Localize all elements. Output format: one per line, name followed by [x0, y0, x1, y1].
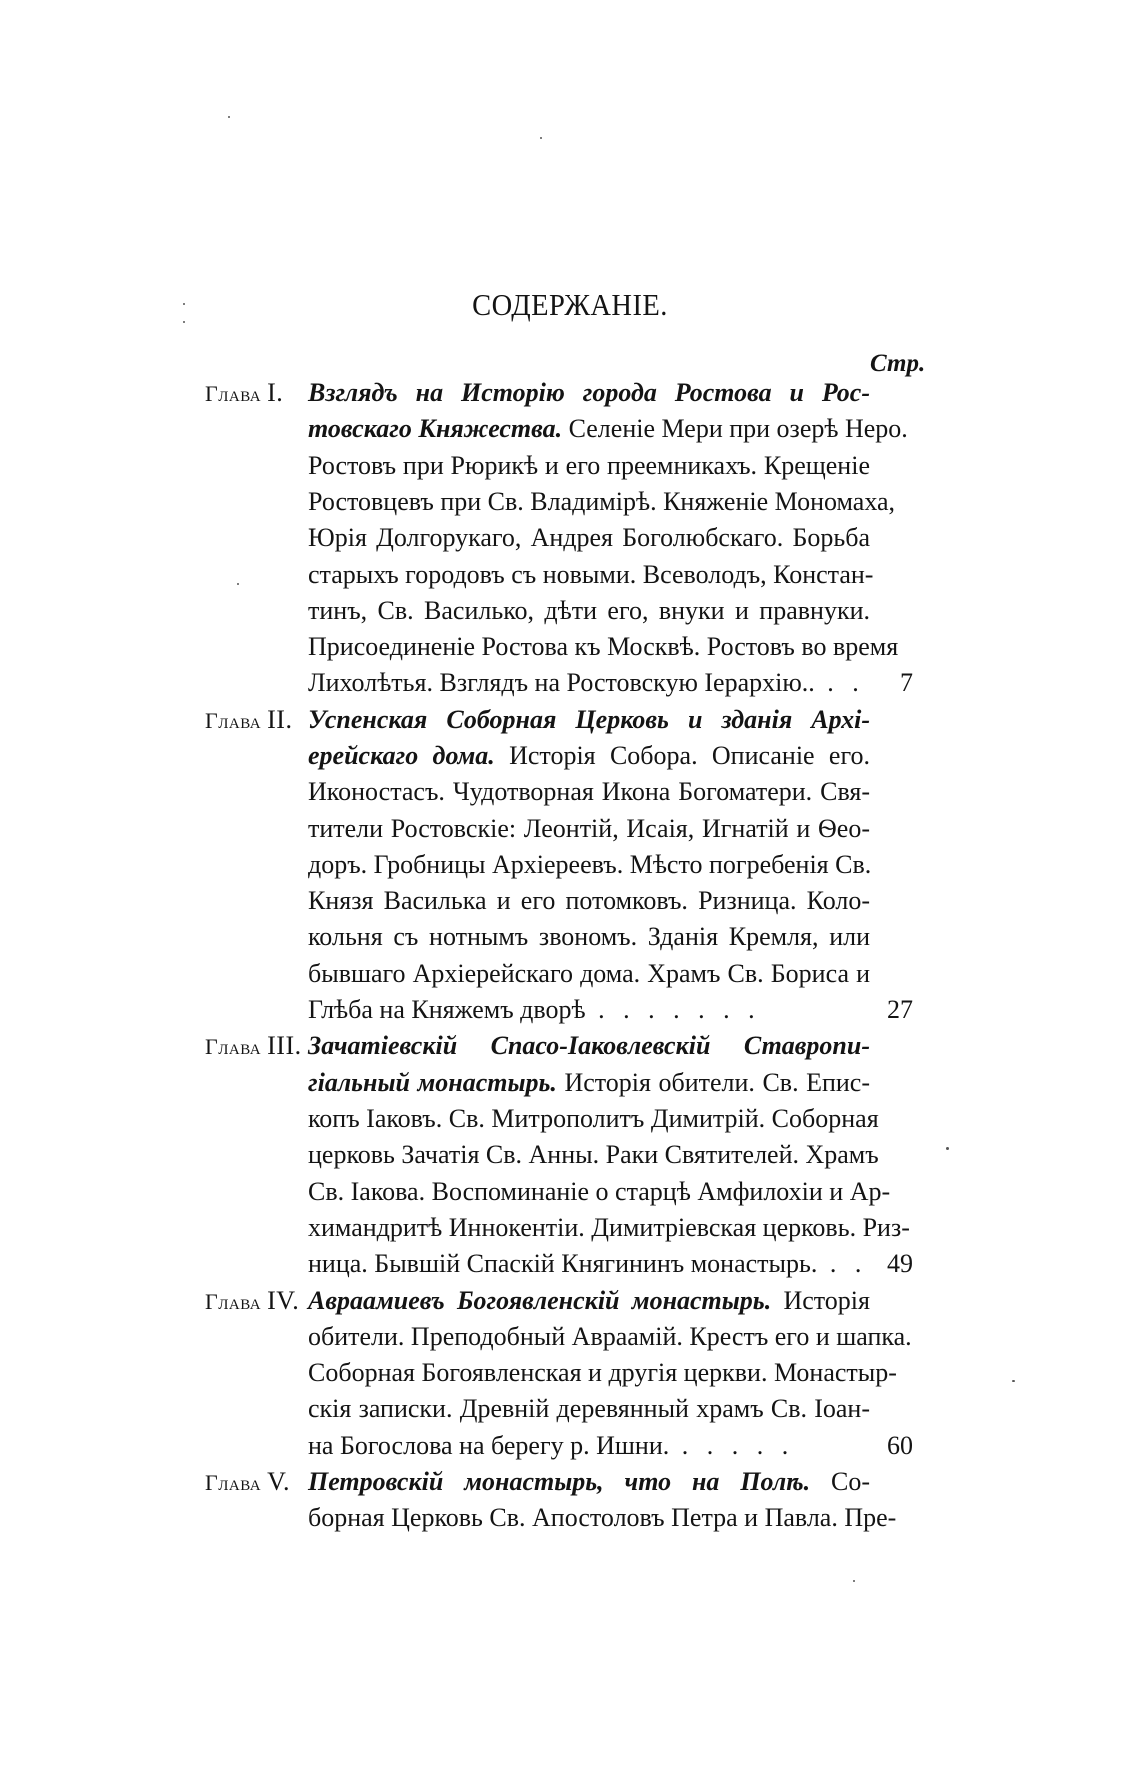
- chapter-text-line: [308, 992, 870, 1028]
- chapter-text-line: [308, 738, 870, 774]
- chapter-label: [205, 1028, 302, 1064]
- chapter-text-line: [308, 665, 870, 701]
- chapter-summary-text: тинъ, Св. Василько, дѣти его, внуки и правнуки.: [308, 595, 870, 625]
- dot-leader: . . . . .: [669, 1430, 795, 1460]
- chapter-text-line: [308, 1355, 897, 1391]
- chapter-summary-text: скія записки. Древній деревянный храмъ Св. Іоан-: [308, 1394, 870, 1424]
- chapter-text-line: [308, 1065, 870, 1101]
- chapter-text-line: [308, 411, 908, 447]
- chapter-summary-text: Ростовцевъ при Св. Владимірѣ. Княженіе Мономаха,: [308, 486, 896, 516]
- chapter-text-line: [308, 919, 870, 955]
- scan-speck: [1012, 1380, 1015, 1382]
- chapter-label-number: II.: [267, 704, 293, 734]
- chapter-summary-text: Иконостасъ. Чудотворная Икона Богоматери. Свя-: [308, 777, 870, 807]
- chapter-title-text: Петровскій монастырь, что на Полѣ.: [308, 1467, 811, 1496]
- chapter-label-word: Глава: [205, 1288, 262, 1314]
- chapter-summary-text: Ростовъ при Рюрикѣ и его преемникахъ. Крещеніе: [308, 450, 870, 480]
- chapter-summary-text: Соборная Богоявленская и другія церкви. Монастыр-: [308, 1358, 897, 1388]
- chapter-text-line: [308, 1101, 879, 1137]
- chapter-text-line: [308, 557, 874, 593]
- chapter-summary-text: Лихолѣтья. Взглядъ на Ростовскую Іерархію..: [308, 668, 815, 698]
- scan-speck: [237, 583, 239, 585]
- chapter-label-number: IV.: [267, 1285, 300, 1315]
- dot-leader: . . . . . . .: [585, 995, 761, 1025]
- chapter-page-number: 49: [887, 1249, 913, 1279]
- chapter-summary-text: доръ. Гробницы Архіереевъ. Мѣсто погребенія Св.: [308, 849, 872, 879]
- chapter-text-line: [308, 1464, 870, 1500]
- chapter-label-word: Глава: [205, 707, 262, 733]
- chapter-text-line: [308, 702, 870, 738]
- chapter-text-line: [308, 1028, 870, 1064]
- chapter-text-line: [308, 1500, 897, 1536]
- chapter-text-line: [308, 1137, 879, 1173]
- chapter-title-text: Успенская Соборная Церковь и зданія Архі-: [308, 704, 870, 734]
- chapter-text-line: [308, 1246, 870, 1282]
- chapter-summary-text: церковь Зачатія Св. Анны. Раки Святителей. Храмъ: [308, 1140, 879, 1170]
- chapter-title-text: ерейскаго дома.: [308, 740, 495, 770]
- chapter-title-text: Взглядъ на Исторію города Ростова и Рос-: [308, 378, 870, 407]
- chapter-page-number: 7: [900, 668, 913, 698]
- chapter-title-text: Авраамиевъ Богоявленскій монастырь.: [308, 1285, 772, 1315]
- chapter-text-line: [308, 1174, 891, 1210]
- chapter-summary-text: Князя Василька и его потомковъ. Ризница. Коло-: [308, 886, 870, 916]
- chapter-text-line: [308, 629, 899, 665]
- chapter-label-number: V.: [267, 1467, 291, 1496]
- chapter-summary-text: Св. Іакова. Воспоминаніе о старцѣ Амфилохіи и Ар-: [308, 1176, 891, 1206]
- chapter-title-text: Зачатіевскій Спасо-Іаковлевскій Ставропи-: [308, 1031, 870, 1061]
- chapter-summary-text: Селеніе Мери при озерѣ Неро.: [562, 414, 908, 444]
- chapter-summary-text: копъ Іаковъ. Св. Митрополитъ Димитрій. Соборная: [308, 1103, 879, 1133]
- chapter-text-line: [308, 847, 870, 883]
- scan-speck: [540, 137, 542, 139]
- chapter-summary-text: на Богослова на берегу р. Ишни.: [308, 1430, 670, 1460]
- chapter-text-line: [308, 1319, 912, 1355]
- chapter-summary-text: Исторія обители. Св. Епис-: [556, 1067, 870, 1097]
- chapter-summary-text: Исторія Собора. Описаніе его.: [494, 740, 870, 770]
- chapter-label-word: Глава: [205, 1034, 262, 1060]
- scan-speck: [946, 1147, 949, 1150]
- chapter-text-line: [308, 448, 870, 484]
- chapter-label-word: Глава: [205, 1470, 262, 1495]
- chapter-label: [205, 1464, 290, 1500]
- chapter-summary-text: Со-: [810, 1467, 870, 1496]
- chapter-summary-text: кольня съ нотнымъ звономъ. Зданія Кремля, или: [308, 922, 870, 952]
- chapter-label: [205, 702, 292, 738]
- chapter-page-number: 27: [887, 995, 913, 1025]
- chapter-text-line: [308, 593, 870, 629]
- chapter-text-line: [308, 520, 870, 556]
- chapter-text-line: [308, 1428, 870, 1464]
- chapter-text-line: [308, 811, 870, 847]
- chapter-label: [205, 1283, 299, 1319]
- chapter-summary-text: обители. Преподобный Авраамій. Крестъ его и шапка.: [308, 1321, 912, 1351]
- scan-speck: [183, 303, 185, 305]
- chapter-page-number: 60: [887, 1430, 913, 1460]
- scan-speck: [853, 1580, 855, 1582]
- chapter-summary-text: старыхъ городовъ съ новыми. Всеволодъ, Констан-: [308, 559, 874, 589]
- chapter-summary-text: Присоединеніе Ростова къ Москвѣ. Ростовъ во время: [308, 632, 899, 662]
- scan-speck: [183, 321, 185, 323]
- chapter-label: [205, 375, 283, 411]
- page-column-label: Стр.: [870, 350, 926, 377]
- chapter-summary-text: Глѣба на Княжемъ дворѣ: [308, 995, 586, 1025]
- chapter-summary-text: тители Ростовскіе: Леонтій, Исаія, Игнатій и Ѳео-: [308, 813, 870, 843]
- page-title: СОДЕРЖАНІЕ.: [472, 287, 668, 322]
- chapter-text-line: [308, 1210, 910, 1246]
- dot-leader: . .: [817, 1249, 868, 1279]
- chapter-summary-text: химандритѣ Иннокентіи. Димитріевская церковь. Риз-: [308, 1212, 910, 1242]
- chapter-label-number: I.: [267, 378, 284, 407]
- chapter-summary-text: борная Церковь Св. Апостоловъ Петра и Павла. Пре-: [308, 1503, 897, 1533]
- chapter-text-line: [308, 883, 870, 919]
- chapter-title-text: товскаго Княжества.: [308, 414, 563, 444]
- chapter-text-line: [308, 484, 896, 520]
- chapter-label-number: III.: [267, 1031, 302, 1061]
- chapter-title-text: гіальный монастырь.: [308, 1067, 557, 1097]
- scan-speck: [228, 116, 230, 118]
- chapter-summary-text: бывшаго Архіерейскаго дома. Храмъ Св. Бориса и: [308, 958, 870, 988]
- chapter-summary-text: ница. Бывшій Спаскій Княгининъ монастырь.: [308, 1249, 818, 1279]
- chapter-text-line: [308, 1283, 870, 1319]
- chapter-label-word: Глава: [205, 381, 262, 406]
- dot-leader: . .: [814, 668, 865, 698]
- chapter-text-line: [308, 1391, 870, 1427]
- chapter-summary-text: Исторія: [771, 1285, 870, 1315]
- chapter-text-line: [308, 774, 870, 810]
- chapter-text-line: [308, 956, 870, 992]
- chapter-text-line: [308, 375, 870, 411]
- chapter-summary-text: Юрія Долгорукаго, Андрея Боголюбскаго. Борьба: [308, 523, 870, 553]
